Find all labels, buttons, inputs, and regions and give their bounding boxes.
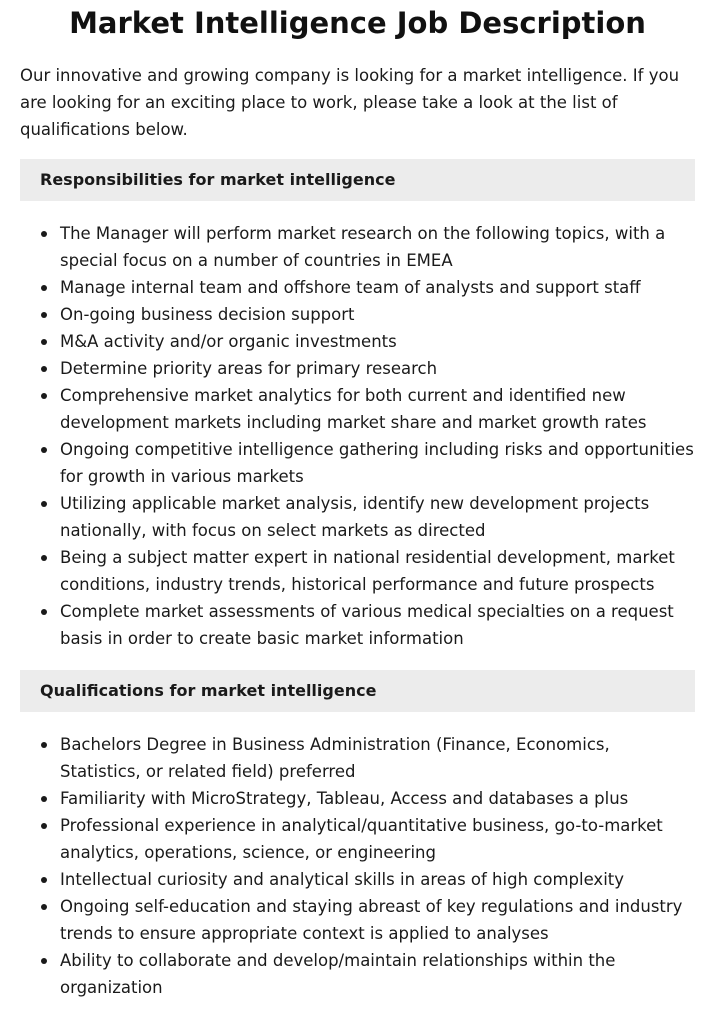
list-item: Ability to collaborate and develop/maintain relationships within the organization <box>20 947 695 1001</box>
list-item: Familiarity with MicroStrategy, Tableau, Access and databases a plus <box>20 785 695 812</box>
intro-paragraph: Our innovative and growing company is looking for a market intelligence. If you are looking for an exciting place to work, please take a look at the list of qualifications below. <box>20 66 680 139</box>
page-title: Market Intelligence Job Description <box>69 6 646 40</box>
list-item: Comprehensive market analytics for both current and identified new development markets including market share and market growth rates <box>20 382 695 436</box>
list-item: Ongoing competitive intelligence gathering including risks and opportunities for growth in various markets <box>20 436 695 490</box>
responsibilities-heading: Responsibilities for market intelligence <box>20 159 695 201</box>
list-item: Utilizing applicable market analysis, identify new development projects nationally, with focus on select markets as directed <box>20 490 695 544</box>
responsibilities-list <box>20 201 695 652</box>
list-item: Bachelors Degree in Business Administration (Finance, Economics, Statistics, or related field) preferred <box>20 731 695 785</box>
list-item: The Manager will perform market research on the following topics, with a special focus on a number of countries in EMEA <box>20 220 695 274</box>
list-item: Being a subject matter expert in national residential development, market conditions, industry trends, historical performance and future prospects <box>20 544 695 598</box>
qualifications-list <box>20 712 695 1001</box>
list-item: Professional experience in analytical/quantitative business, go-to-market analytics, operations, science, or engineering <box>20 812 695 866</box>
list-item: Ongoing self-education and staying abreast of key regulations and industry trends to ensure appropriate context is applied to analyses <box>20 893 695 947</box>
list-item: Determine priority areas for primary research <box>20 355 695 382</box>
list-item: Intellectual curiosity and analytical skills in areas of high complexity <box>20 866 695 893</box>
list-item: On-going business decision support <box>20 301 695 328</box>
list-item: Manage internal team and offshore team of analysts and support staff <box>20 274 695 301</box>
qualifications-heading: Qualifications for market intelligence <box>20 670 695 712</box>
list-item: Complete market assessments of various medical specialties on a request basis in order to create basic market information <box>20 598 695 652</box>
list-item: M&A activity and/or organic investments <box>20 328 695 355</box>
